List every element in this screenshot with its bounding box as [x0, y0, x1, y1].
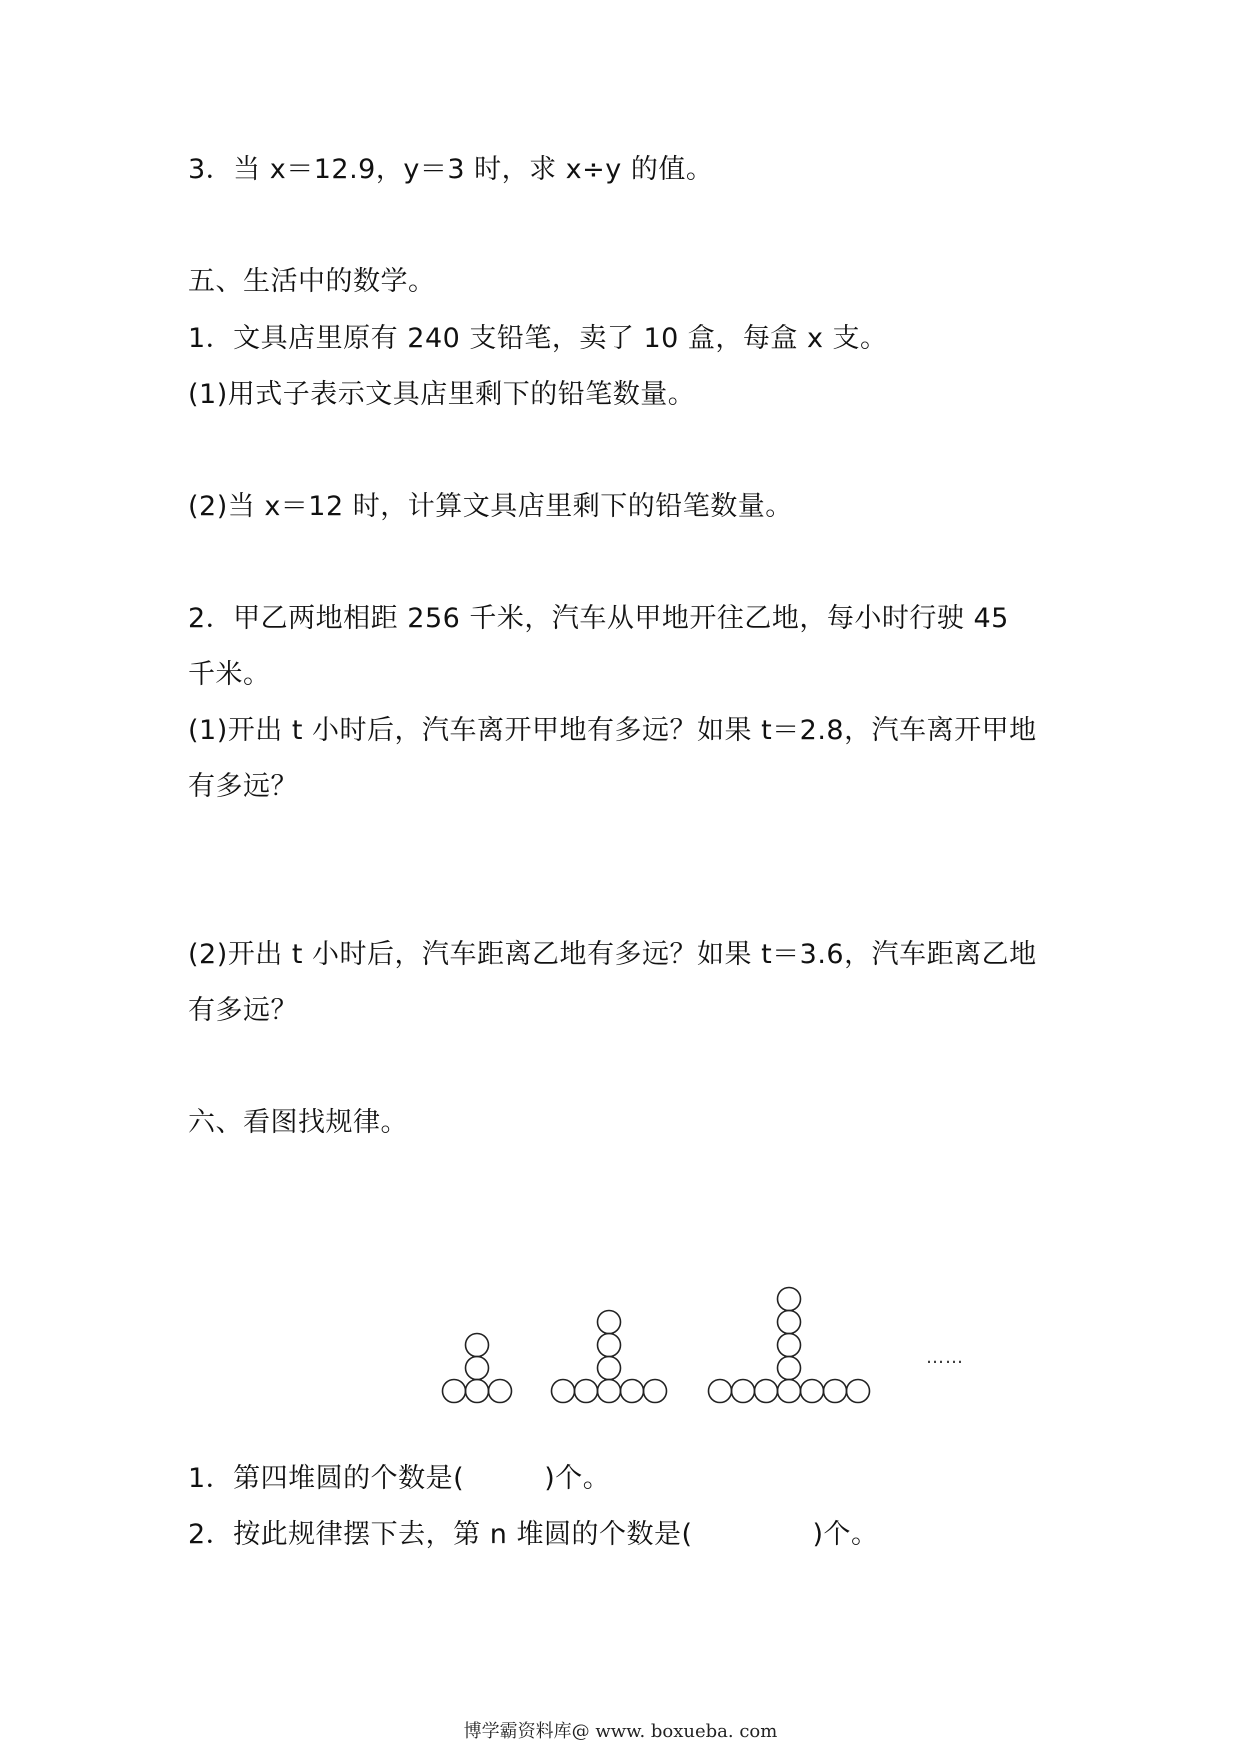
pile-1-base-circle	[466, 1380, 489, 1403]
section-5-heading: 五、生活中的数学。	[188, 266, 436, 297]
pile-1-stack-circle	[466, 1334, 489, 1357]
pile-3-base-circle	[755, 1380, 778, 1403]
pile-2-base-circle	[598, 1380, 621, 1403]
pattern-question-2	[188, 1517, 879, 1553]
pile-3-base-circle	[778, 1380, 801, 1403]
section-6-heading: 六、看图找规律。	[188, 1107, 408, 1138]
pile-3-base-circle	[824, 1380, 847, 1403]
pile-1-base-circle	[489, 1380, 512, 1403]
pile-3-base-circle	[847, 1380, 870, 1403]
pile-3-base-circle	[709, 1380, 732, 1403]
question-2-prefix: 2．按此规律摆下去，第 n 堆圆的个数是(	[188, 1519, 693, 1550]
pile-2-base-circle	[575, 1380, 598, 1403]
pile-3-base-circle	[801, 1380, 824, 1403]
pile-3-base-circle	[732, 1380, 755, 1403]
pile-1-stack-circle	[466, 1357, 489, 1380]
pile-3-stack-circle	[778, 1357, 801, 1380]
pile-2-base-circle	[644, 1380, 667, 1403]
pattern-question-1	[188, 1461, 610, 1497]
pile-3-stack-circle	[778, 1288, 801, 1311]
pile-1-base-circle	[443, 1380, 466, 1403]
pile-2-base-circle	[621, 1380, 644, 1403]
problem-2-part-2-line-2: 有多远？	[188, 995, 298, 1026]
question-1-suffix: )个。	[544, 1463, 611, 1494]
pile-2-stack-circle	[598, 1357, 621, 1380]
problem-1-part-2: (2)当 x＝12 时，计算文具店里剩下的铅笔数量。	[188, 491, 793, 522]
problem-2-part-2-line-1: (2)开出 t 小时后，汽车距离乙地有多远？如果 t＝3.6，汽车距离乙地	[188, 939, 1037, 970]
problem-2-line-2: 千米。	[188, 659, 271, 690]
problem-2-line-1: 2．甲乙两地相距 256 千米，汽车从甲地开往乙地，每小时行驶 45	[188, 603, 1009, 634]
problem-2-part-1-line-1: (1)开出 t 小时后，汽车离开甲地有多远？如果 t＝2.8，汽车离开甲地	[188, 715, 1037, 746]
pattern-ellipsis: ……	[926, 1347, 964, 1368]
pile-2-stack-circle	[598, 1311, 621, 1334]
question-2-suffix: )个。	[812, 1519, 879, 1550]
problem-1-part-1: (1)用式子表示文具店里剩下的铅笔数量。	[188, 379, 696, 410]
question-3-line: 3．当 x＝12.9，y＝3 时，求 x÷y 的值。	[188, 154, 714, 185]
pile-2-base-circle	[552, 1380, 575, 1403]
pile-3-stack-circle	[778, 1334, 801, 1357]
footer-watermark: 博学霸资料库@ www. boxueba. com	[463, 1721, 778, 1742]
problem-1-line: 1．文具店里原有 240 支铅笔，卖了 10 盒，每盒 x 支。	[188, 323, 888, 354]
pile-3-stack-circle	[778, 1311, 801, 1334]
question-1-prefix: 1．第四堆圆的个数是(	[188, 1463, 465, 1494]
problem-2-part-1-line-2: 有多远？	[188, 771, 298, 802]
pile-2-stack-circle	[598, 1334, 621, 1357]
